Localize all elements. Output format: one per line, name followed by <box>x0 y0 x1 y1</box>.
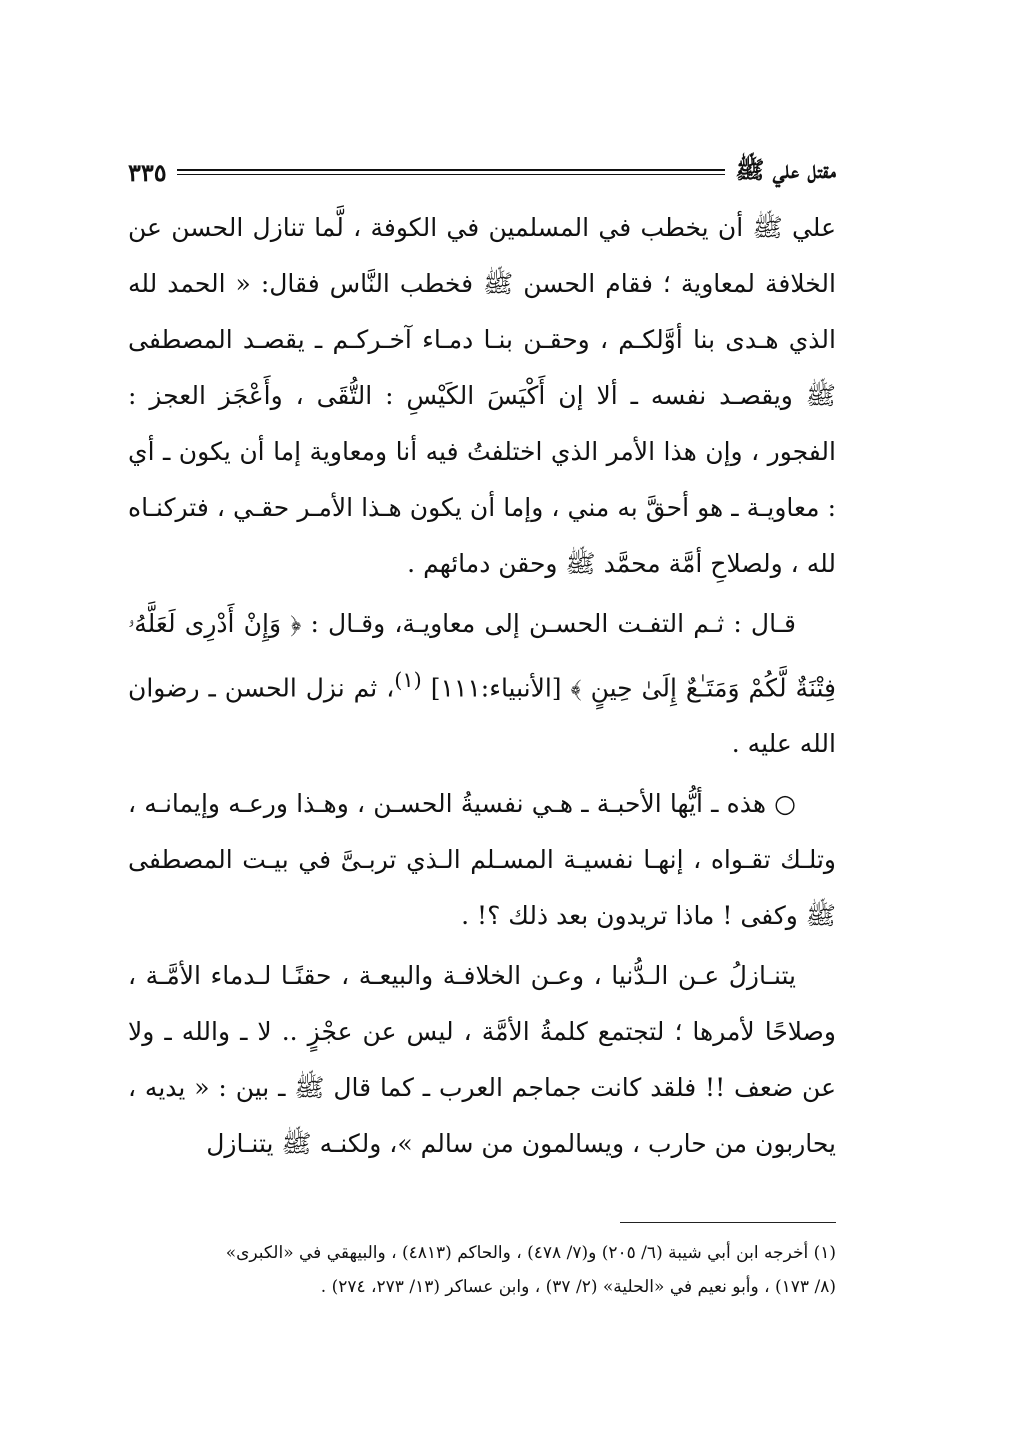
paragraph-2-start: قـال : ثـم التفـت الحسـن إلى معاويـة، وقـال : <box>301 609 796 638</box>
body-text <box>128 200 836 1172</box>
footnote-1-line-2: (٨/ ١٧٣) ، وأبو نعيم في «الحلية» (٢/ ٣٧) ، وابن عساكر (١٣/ ٢٧٣، ٢٧٤) . <box>320 1277 836 1297</box>
header-rule <box>177 169 726 175</box>
running-header <box>128 152 836 192</box>
quran-verse: ﴿ وَإِنْ أَدْرِى لَعَلَّهُۥ فِتْنَةٌ لَّكُمْ وَمَتَـٰعٌ إِلَىٰ حِينٍ ﴾ <box>128 609 836 703</box>
paragraph-2-end: ، ثم نزل الحسن ـ رضوان الله عليه . <box>128 673 836 759</box>
paragraph-3: ○ هذه ـ أيُّها الأحبـة ـ هـي نفسيةُ الحسـن ، وهـذا ورعـه وإيمانـه ، وتلـك تقـواه ، إنهـا نفسيـة المسـلم الـذي تربـىَّ في بيـت المصطفى ﷺ وكفى ! ماذا تريدون بعد ذلك ؟! . <box>128 789 836 931</box>
footnote-1-line-1: (١) أخرجه ابن أبي شيبة (٦/ ٢٠٥) و(٧/ ٤٧٨) ، والحاكم (٤٨١٣) ، والبيهقي في «الكبرى» <box>225 1243 836 1263</box>
footnote-separator <box>620 1222 836 1223</box>
paragraph-1: علي ﷺ أن يخطب في المسلمين في الكوفة ، لَّما تنازل الحسن عن الخلافة لمعاوية ؛ فقام الحسن ﷺ فخطب النَّاس فقال: « الحمد لله الذي هـدى بنا أوَّلكـم ، وحقـن بنـا دمـاء آخـركـم ـ يقصـد المصطفى ﷺ ويقصـد نفسه ـ ألا إن أَكْيَسَ الكَيْسِ : التُّقَى ، وأَعْجَز العجز : الفجور ، وإن هذا الأمر الذي اختلفتُ فيه أنا ومعاوية إما أن يكون ـ أي : معاويـة ـ هو أحقَّ به مني ، وإما أن يكون هـذا الأمـر حقـي ، فتركنـاه لله ، ولصلاحِ أمَّة محمَّد ﷺ وحقن دمائهم . <box>128 213 836 578</box>
footnote-marker: (١) <box>394 668 422 692</box>
page-number: ٣٣٥ <box>128 157 167 187</box>
paragraph-2 <box>128 596 836 772</box>
verse-reference: [الأنبياء:١١١] <box>421 673 571 703</box>
footnotes <box>128 1236 836 1304</box>
paragraph-4: يتنـازلُ عـن الـدُّنيا ، وعـن الخلافـة والبيعـة ، حقنًـا لـدماء الأمَّـة ، وصلاحًا لأمرها ؛ لتجتمع كلمةُ الأمَّة ، ليس عن عجْزٍ .. لا ـ والله ـ ولا عن ضعف !! فلقد كانت جماجم العرب ـ كما قال ﷺ ـ بين : « يديه ، يحاربون من حارب ، ويسالمون من سالم »، ولكنـه ﷺ يتنـازل <box>128 961 836 1159</box>
header-title: مقتل علي ﷺ <box>735 154 836 184</box>
